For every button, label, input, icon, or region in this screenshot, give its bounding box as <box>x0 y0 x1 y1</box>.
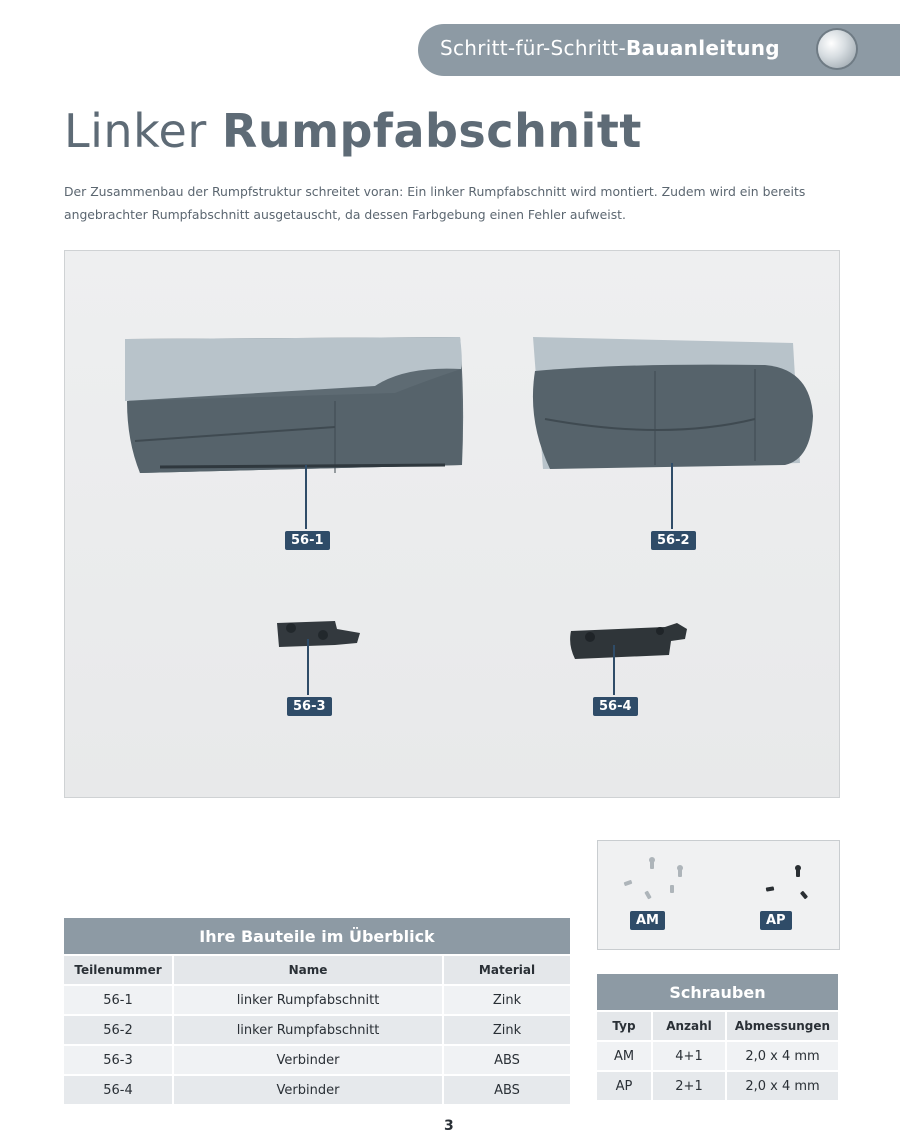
part-56-1-image <box>125 337 463 473</box>
table-row <box>64 1044 570 1074</box>
table-row <box>597 1040 838 1070</box>
parts-header-material: Material <box>444 954 570 984</box>
leader-56-1 <box>305 465 307 529</box>
header-ball-icon <box>818 30 856 68</box>
leader-56-2 <box>671 463 673 529</box>
part-name: linker Rumpfabschnitt <box>174 1014 444 1044</box>
leader-56-4 <box>613 645 615 695</box>
screw-count: 4+1 <box>653 1040 727 1070</box>
part-number: 56-4 <box>64 1074 174 1104</box>
part-name: Verbinder <box>174 1044 444 1074</box>
parts-photo <box>64 250 840 798</box>
part-label-56-4: 56-4 <box>593 697 638 716</box>
screw-type: AP <box>597 1070 653 1100</box>
part-name: linker Rumpfabschnitt <box>174 984 444 1014</box>
parts-header-name: Name <box>174 954 444 984</box>
screw-dimensions: 2,0 x 4 mm <box>727 1070 838 1100</box>
table-row <box>64 984 570 1014</box>
part-label-56-1: 56-1 <box>285 531 330 550</box>
parts-illustration <box>65 251 839 797</box>
header-banner <box>418 24 900 76</box>
table-row <box>597 1070 838 1100</box>
part-material: Zink <box>444 1014 570 1044</box>
screw-table-caption: Schrauben <box>597 974 838 1010</box>
page-title <box>64 104 642 158</box>
part-56-3-image <box>277 621 360 647</box>
screw-dimensions: 2,0 x 4 mm <box>727 1040 838 1070</box>
page-title-bold: Rumpfabschnitt <box>221 104 642 158</box>
part-material: ABS <box>444 1044 570 1074</box>
intro-text: Der Zusammenbau der Rumpfstruktur schreitet voran: Ein linker Rumpfabschnitt wird montiert. Zudem wird ein bereits angebrachter Rumpfabschnitt ausgetauscht, da dessen Farbgebung einen Fehler aufweist. <box>64 184 806 222</box>
parts-table-caption: Ihre Bauteile im Überblick <box>64 918 570 954</box>
screw-count: 2+1 <box>653 1070 727 1100</box>
leader-56-3 <box>307 639 309 695</box>
part-number: 56-2 <box>64 1014 174 1044</box>
page-title-light: Linker <box>64 104 207 158</box>
parts-header-number: Teilenummer <box>64 954 174 984</box>
part-label-56-2: 56-2 <box>651 531 696 550</box>
screw-header-count: Anzahl <box>653 1010 727 1040</box>
table-row <box>64 1014 570 1044</box>
table-row <box>64 1074 570 1104</box>
screw-header-type: Typ <box>597 1010 653 1040</box>
part-56-4-image <box>570 623 687 659</box>
part-material: Zink <box>444 984 570 1014</box>
header-title: Schritt-für-Schritt-Bauanleitung <box>440 36 780 60</box>
screws-illustration <box>598 841 839 949</box>
screw-header-dimensions: Abmessungen <box>727 1010 838 1040</box>
screw-label-ap: AP <box>760 911 792 930</box>
screw-label-am: AM <box>630 911 665 930</box>
part-number: 56-1 <box>64 984 174 1014</box>
part-56-2-image <box>533 337 813 469</box>
part-name: Verbinder <box>174 1074 444 1104</box>
screw-type: AM <box>597 1040 653 1070</box>
page-number: 3 <box>444 1118 454 1134</box>
screws-photo <box>597 840 840 950</box>
part-number: 56-3 <box>64 1044 174 1074</box>
part-material: ABS <box>444 1074 570 1104</box>
parts-table <box>64 918 570 1104</box>
part-label-56-3: 56-3 <box>287 697 332 716</box>
screw-table <box>597 974 838 1100</box>
